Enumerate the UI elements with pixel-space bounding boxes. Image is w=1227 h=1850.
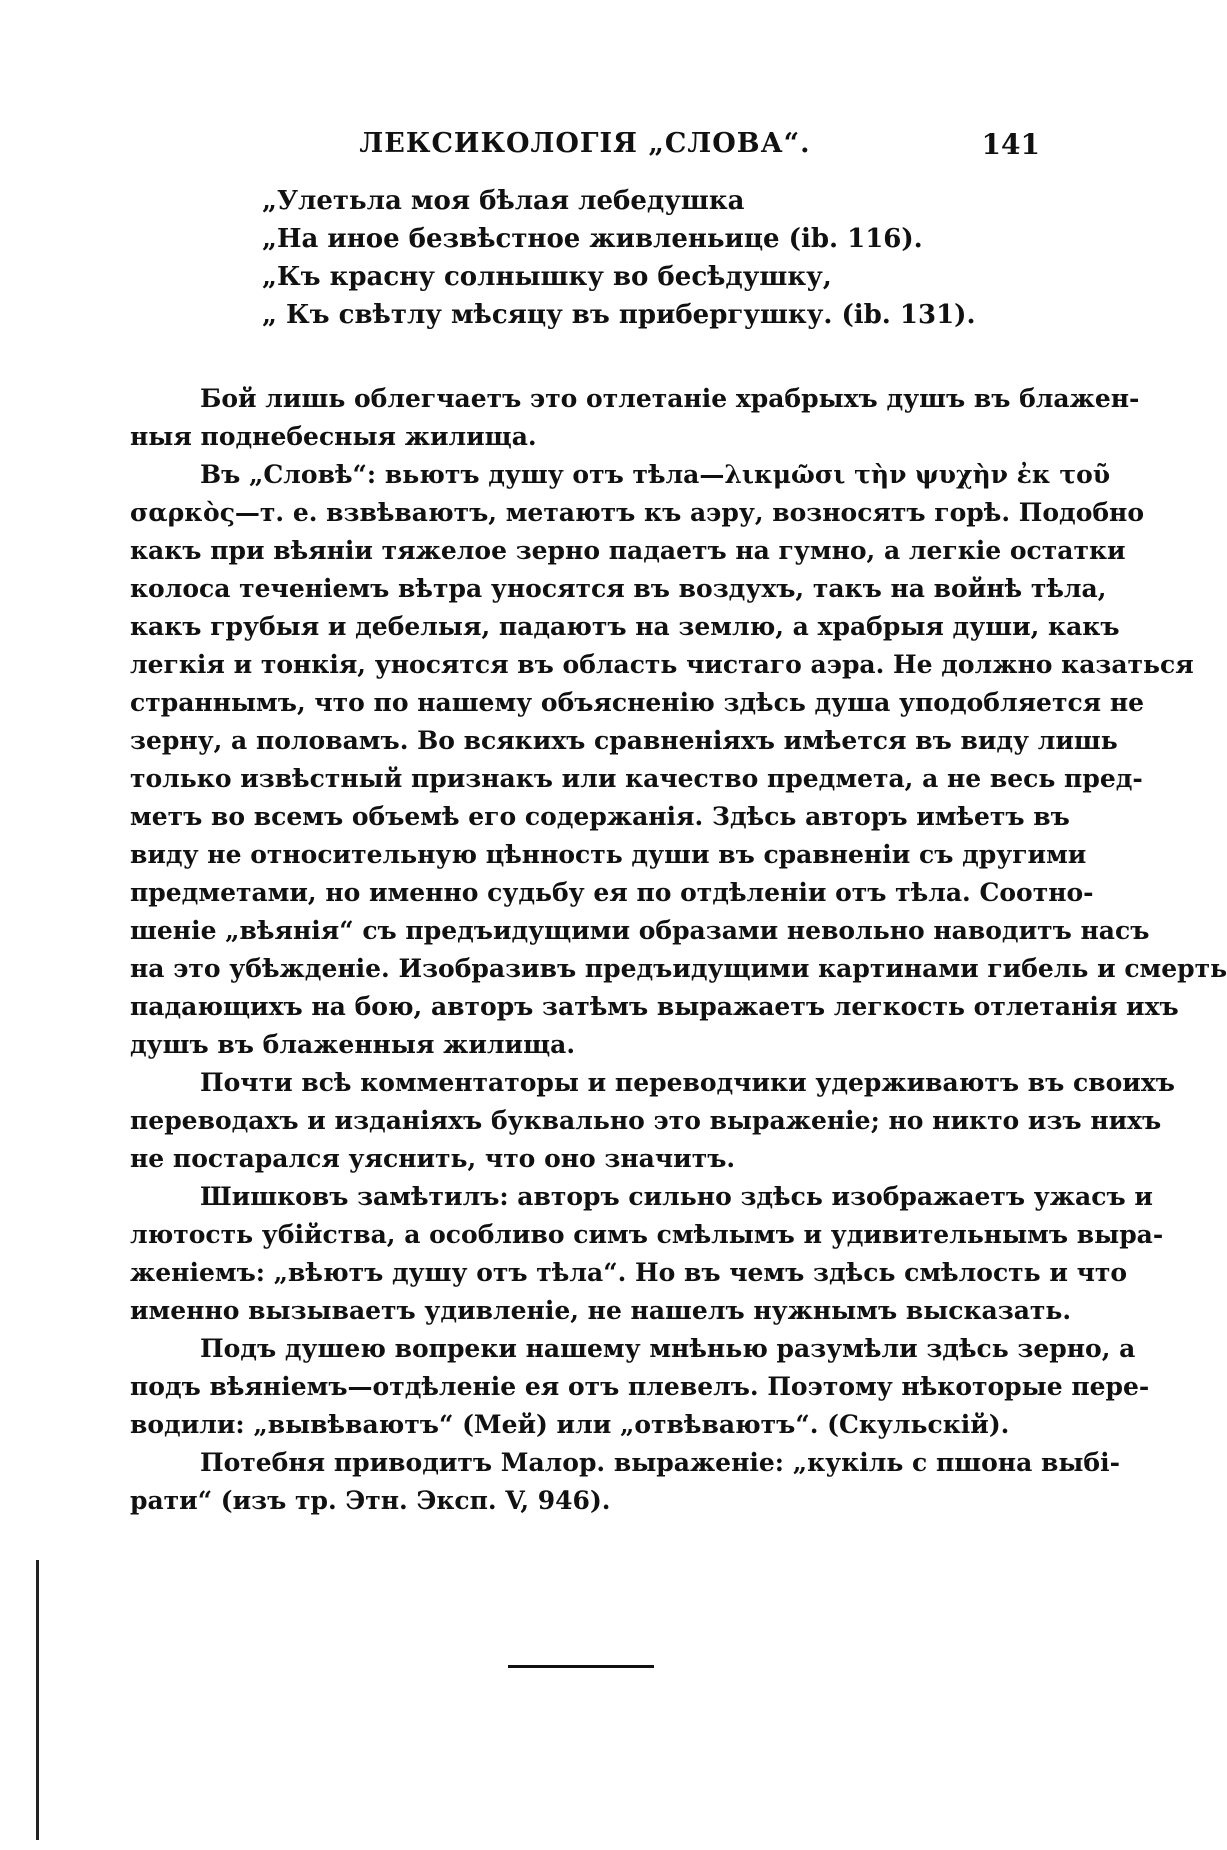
text-line: переводахъ и изданіяхъ буквально это выраженіе; но никто изъ нихъ <box>130 1106 1162 1135</box>
text-line: именно вызываетъ удивленіе, не нашелъ нужнымъ высказать. <box>130 1296 1072 1325</box>
text-line: легкія и тонкія, уносятся въ область чистаго аэра. Не должно казаться <box>130 650 1194 679</box>
text-line: зерну, а половамъ. Во всякихъ сравненіяхъ имѣется въ виду лишь <box>130 726 1118 755</box>
text-line: Подъ душею вопреки нашему мнѣнью разумѣли здѣсь зерно, а <box>200 1334 1136 1363</box>
text-line: женіемъ: „вѣютъ душу отъ тѣла“. Но въ чемъ здѣсь смѣлость и что <box>130 1258 1128 1287</box>
text-line: падающихъ на бою, авторъ затѣмъ выражаетъ легкость отлетанія ихъ <box>130 992 1179 1021</box>
verse-quotation <box>262 182 1022 334</box>
paragraph <box>130 380 1140 456</box>
text-line: Бой лишь облегчаетъ это отлетаніе храбрыхъ душъ въ блажен- <box>200 384 1140 413</box>
text-line: колоса теченіемъ вѣтра уносятся въ воздухъ, такъ на войнѣ тѣла, <box>130 574 1107 603</box>
text-line: водили: „вывѣваютъ“ (Мей) или „отвѣваютъ“. (Скульскій). <box>130 1410 1010 1439</box>
text-line: рати“ (изъ тр. Этн. Эксп. V, 946). <box>130 1486 611 1515</box>
text-line: только извѣстный признакъ или качество предмета, а не весь пред- <box>130 764 1143 793</box>
paragraph <box>130 1178 1164 1330</box>
page-number: 141 <box>981 128 1040 161</box>
text-line: подъ вѣяніемъ—отдѣленіе ея отъ плевелъ. Поэтому нѣкоторые пере- <box>130 1372 1150 1401</box>
text-line: σαρκὸς—т. е. взвѣваютъ, метаютъ къ аэру, возносятъ горѣ. Подобно <box>130 498 1145 527</box>
page-header <box>130 128 1040 168</box>
verse-line: „Улетьла моя бѣлая лебедушка <box>262 186 745 216</box>
paragraph <box>130 1064 1175 1178</box>
closing-rule <box>508 1665 654 1668</box>
paragraph <box>130 1444 1120 1520</box>
text-line: не постарался уяснить, что оно значитъ. <box>130 1144 736 1173</box>
text-line: Почти всѣ комментаторы и переводчики удерживаютъ въ своихъ <box>200 1068 1175 1097</box>
verse-line: „ Къ свѣтлу мѣсяцу въ прибергушку. (ib. 131). <box>262 300 976 330</box>
verse-line: „На иное безвѣстное живленьице (ib. 116). <box>262 224 923 254</box>
paragraph <box>130 1330 1150 1444</box>
text-line: метъ во всемъ объемѣ его содержанія. Здѣсь авторъ имѣетъ въ <box>130 802 1070 831</box>
text-line: Потебня приводитъ Малор. выраженіе: „кукіль с пшона выбі- <box>200 1448 1120 1477</box>
verse-line: „Къ красну солнышку во бесѣдушку, <box>262 262 832 292</box>
text-line: лютость убійства, а особливо симъ смѣлымъ и удивительнымъ выра- <box>130 1220 1164 1249</box>
text-line: предметами, но именно судьбу ея по отдѣленіи отъ тѣла. Соотно- <box>130 878 1094 907</box>
text-line: Шишковъ замѣтилъ: авторъ сильно здѣсь изображаетъ ужасъ и <box>200 1182 1153 1211</box>
text-line: душъ въ блаженныя жилища. <box>130 1030 576 1059</box>
text-line: виду не относительную цѣнность души въ сравненіи съ другими <box>130 840 1087 869</box>
text-line: какъ при вѣяніи тяжелое зерно падаетъ на гумно, а легкіе остатки <box>130 536 1126 565</box>
text-line: на это убѣжденіе. Изобразивъ предъидущими картинами гибель и смерть <box>130 954 1227 983</box>
text-line: шеніе „вѣянія“ съ предъидущими образами невольно наводитъ насъ <box>130 916 1150 945</box>
text-line: страннымъ, что по нашему объясненію здѣсь душа уподобляется не <box>130 688 1145 717</box>
body-text <box>130 380 1227 1520</box>
text-line: какъ грубыя и дебелыя, падаютъ на землю, а храбрыя души, какъ <box>130 612 1120 641</box>
paragraph <box>130 456 1227 1064</box>
running-title: ЛЕКСИКОЛОГІЯ „СЛОВА“. <box>359 128 811 159</box>
text-line: Въ „Словѣ“: вьютъ душу отъ тѣла—λικμῶσι τὴν ψυχὴν ἐκ τοῦ <box>200 460 1111 489</box>
page-edge-mark <box>36 1560 39 1840</box>
text-line: ныя поднебесныя жилища. <box>130 422 537 451</box>
